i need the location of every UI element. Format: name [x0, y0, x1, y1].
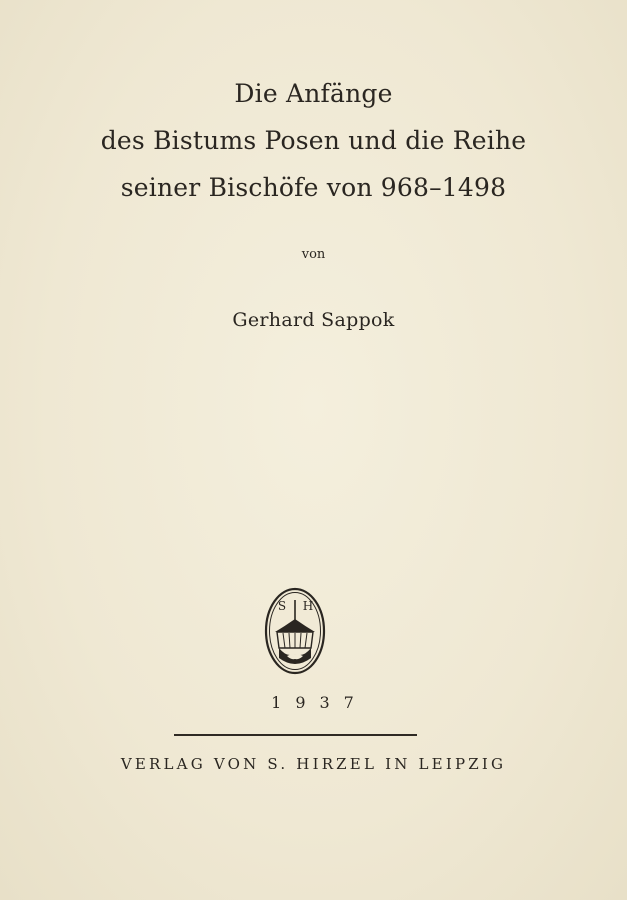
author-name: Gerhard Sappok [232, 309, 395, 331]
by-label: von [301, 247, 326, 262]
publication-year: 1937 [271, 693, 368, 712]
publisher-emblem-icon [263, 586, 327, 676]
emblem-initial-s: S [277, 599, 287, 613]
title-line-3: seiner Bischöfe von 968–1498 [120, 173, 507, 202]
publisher-line: VERLAG VON S. HIRZEL IN LEIPZIG [120, 755, 507, 773]
divider-rule [174, 734, 417, 736]
title-line-2: des Bistums Posen und die Reihe [100, 126, 527, 155]
emblem-initial-h: H [302, 599, 314, 613]
book-title [0, 70, 627, 211]
title-line-1: Die Anfänge [234, 79, 393, 108]
